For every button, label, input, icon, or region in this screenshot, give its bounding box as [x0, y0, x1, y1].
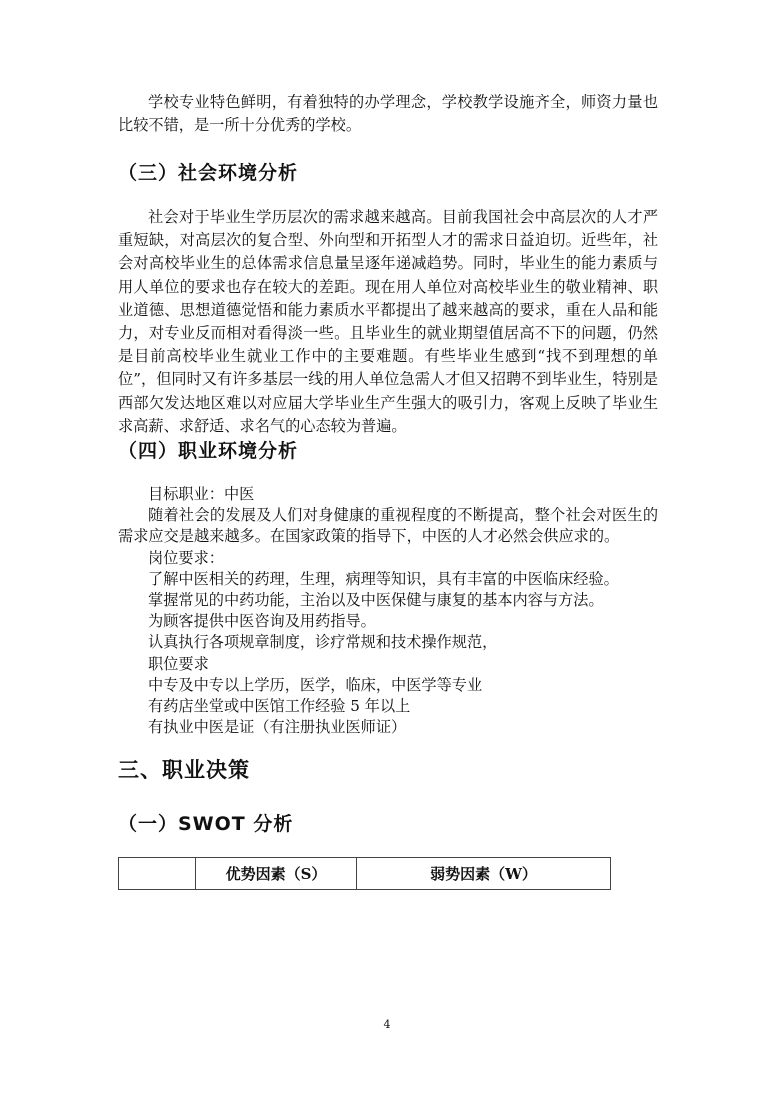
career-environment-list — [118, 484, 658, 738]
heading-social-environment: （三）社会环境分析 — [118, 162, 299, 184]
page-number: 4 — [383, 1018, 391, 1031]
swot-table-header-row — [119, 858, 611, 890]
swot-strengths-header: 优势因素（S） — [196, 858, 357, 890]
social-environment-paragraph: 社会对于毕业生学历层次的需求越来越高。目前我国社会中高层次的人才严重短缺，对高层次的复合型、外向型和开拓型人才的需求日益迫切。近些年，社会对高校毕业生的总体需求信息量呈逐年递减趋势。同时，毕业生的能力素质与用人单位的要求也存在较大的差距。现在用人单位对高校毕业生的敬业精神、职业道德、思想道德觉悟和能力素质水平都提出了越来越高的要求，重在人品和能力，对专业反而相对看得淡一些。且毕业生的就业期望值居高不下的问题，仍然是目前高校毕业生就业工作中的主要难题。有些毕业生感到“找不到理想的单位”，但同时又有许多基层一线的用人单位急需人才但又招聘不到毕业生，特别是西部欠发达地区难以对应届大学毕业生产生强大的吸引力，客观上反映了毕业生求高薪、求舒适、求名气的心态较为普遍。 — [118, 208, 658, 435]
requirement-line: 认真执行各项规章制度，诊疗常规和技术操作规范， — [148, 633, 498, 652]
job-requirements-label: 岗位要求： — [148, 548, 224, 567]
swot-weaknesses-header: 弱势因素（W） — [357, 858, 611, 890]
career-outlook-line: 随着社会的发展及人们对身健康的重视程度的不断提高，整个社会对医生的需求应交是越来越多。在国家政策的指导下，中医的人才必然会供应求的。 — [118, 506, 658, 546]
qualification-line: 有药店坐堂或中医馆工作经验 5 年以上 — [148, 697, 411, 716]
swot-table — [118, 857, 611, 890]
qualification-line: 中专及中专以上学历，医学，临床，中医学等专业 — [148, 675, 483, 694]
heading-swot-analysis: （一）SWOT 分析 — [118, 813, 294, 835]
position-requirements-label: 职位要求 — [148, 654, 209, 673]
requirement-line: 掌握常见的中药功能，主治以及中医保健与康复的基本内容与方法。 — [148, 591, 604, 610]
requirement-line: 为顾客提供中医咨询及用药指导。 — [148, 612, 376, 631]
heading-career-decision: 三、职业决策 — [118, 758, 250, 782]
requirement-line: 了解中医相关的药理，生理，病理等知识，具有丰富的中医临床经验。 — [148, 569, 619, 588]
school-summary-paragraph: 学校专业特色鲜明，有着独特的办学理念，学校教学设施齐全，师资力量也比较不错，是一所十分优秀的学校。 — [118, 93, 658, 135]
heading-career-environment: （四）职业环境分析 — [118, 440, 299, 462]
swot-table-corner-cell — [119, 858, 196, 890]
target-career-line: 目标职业：中医 — [148, 485, 255, 503]
qualification-line: 有执业中医是证（有注册执业医师证） — [148, 718, 407, 737]
